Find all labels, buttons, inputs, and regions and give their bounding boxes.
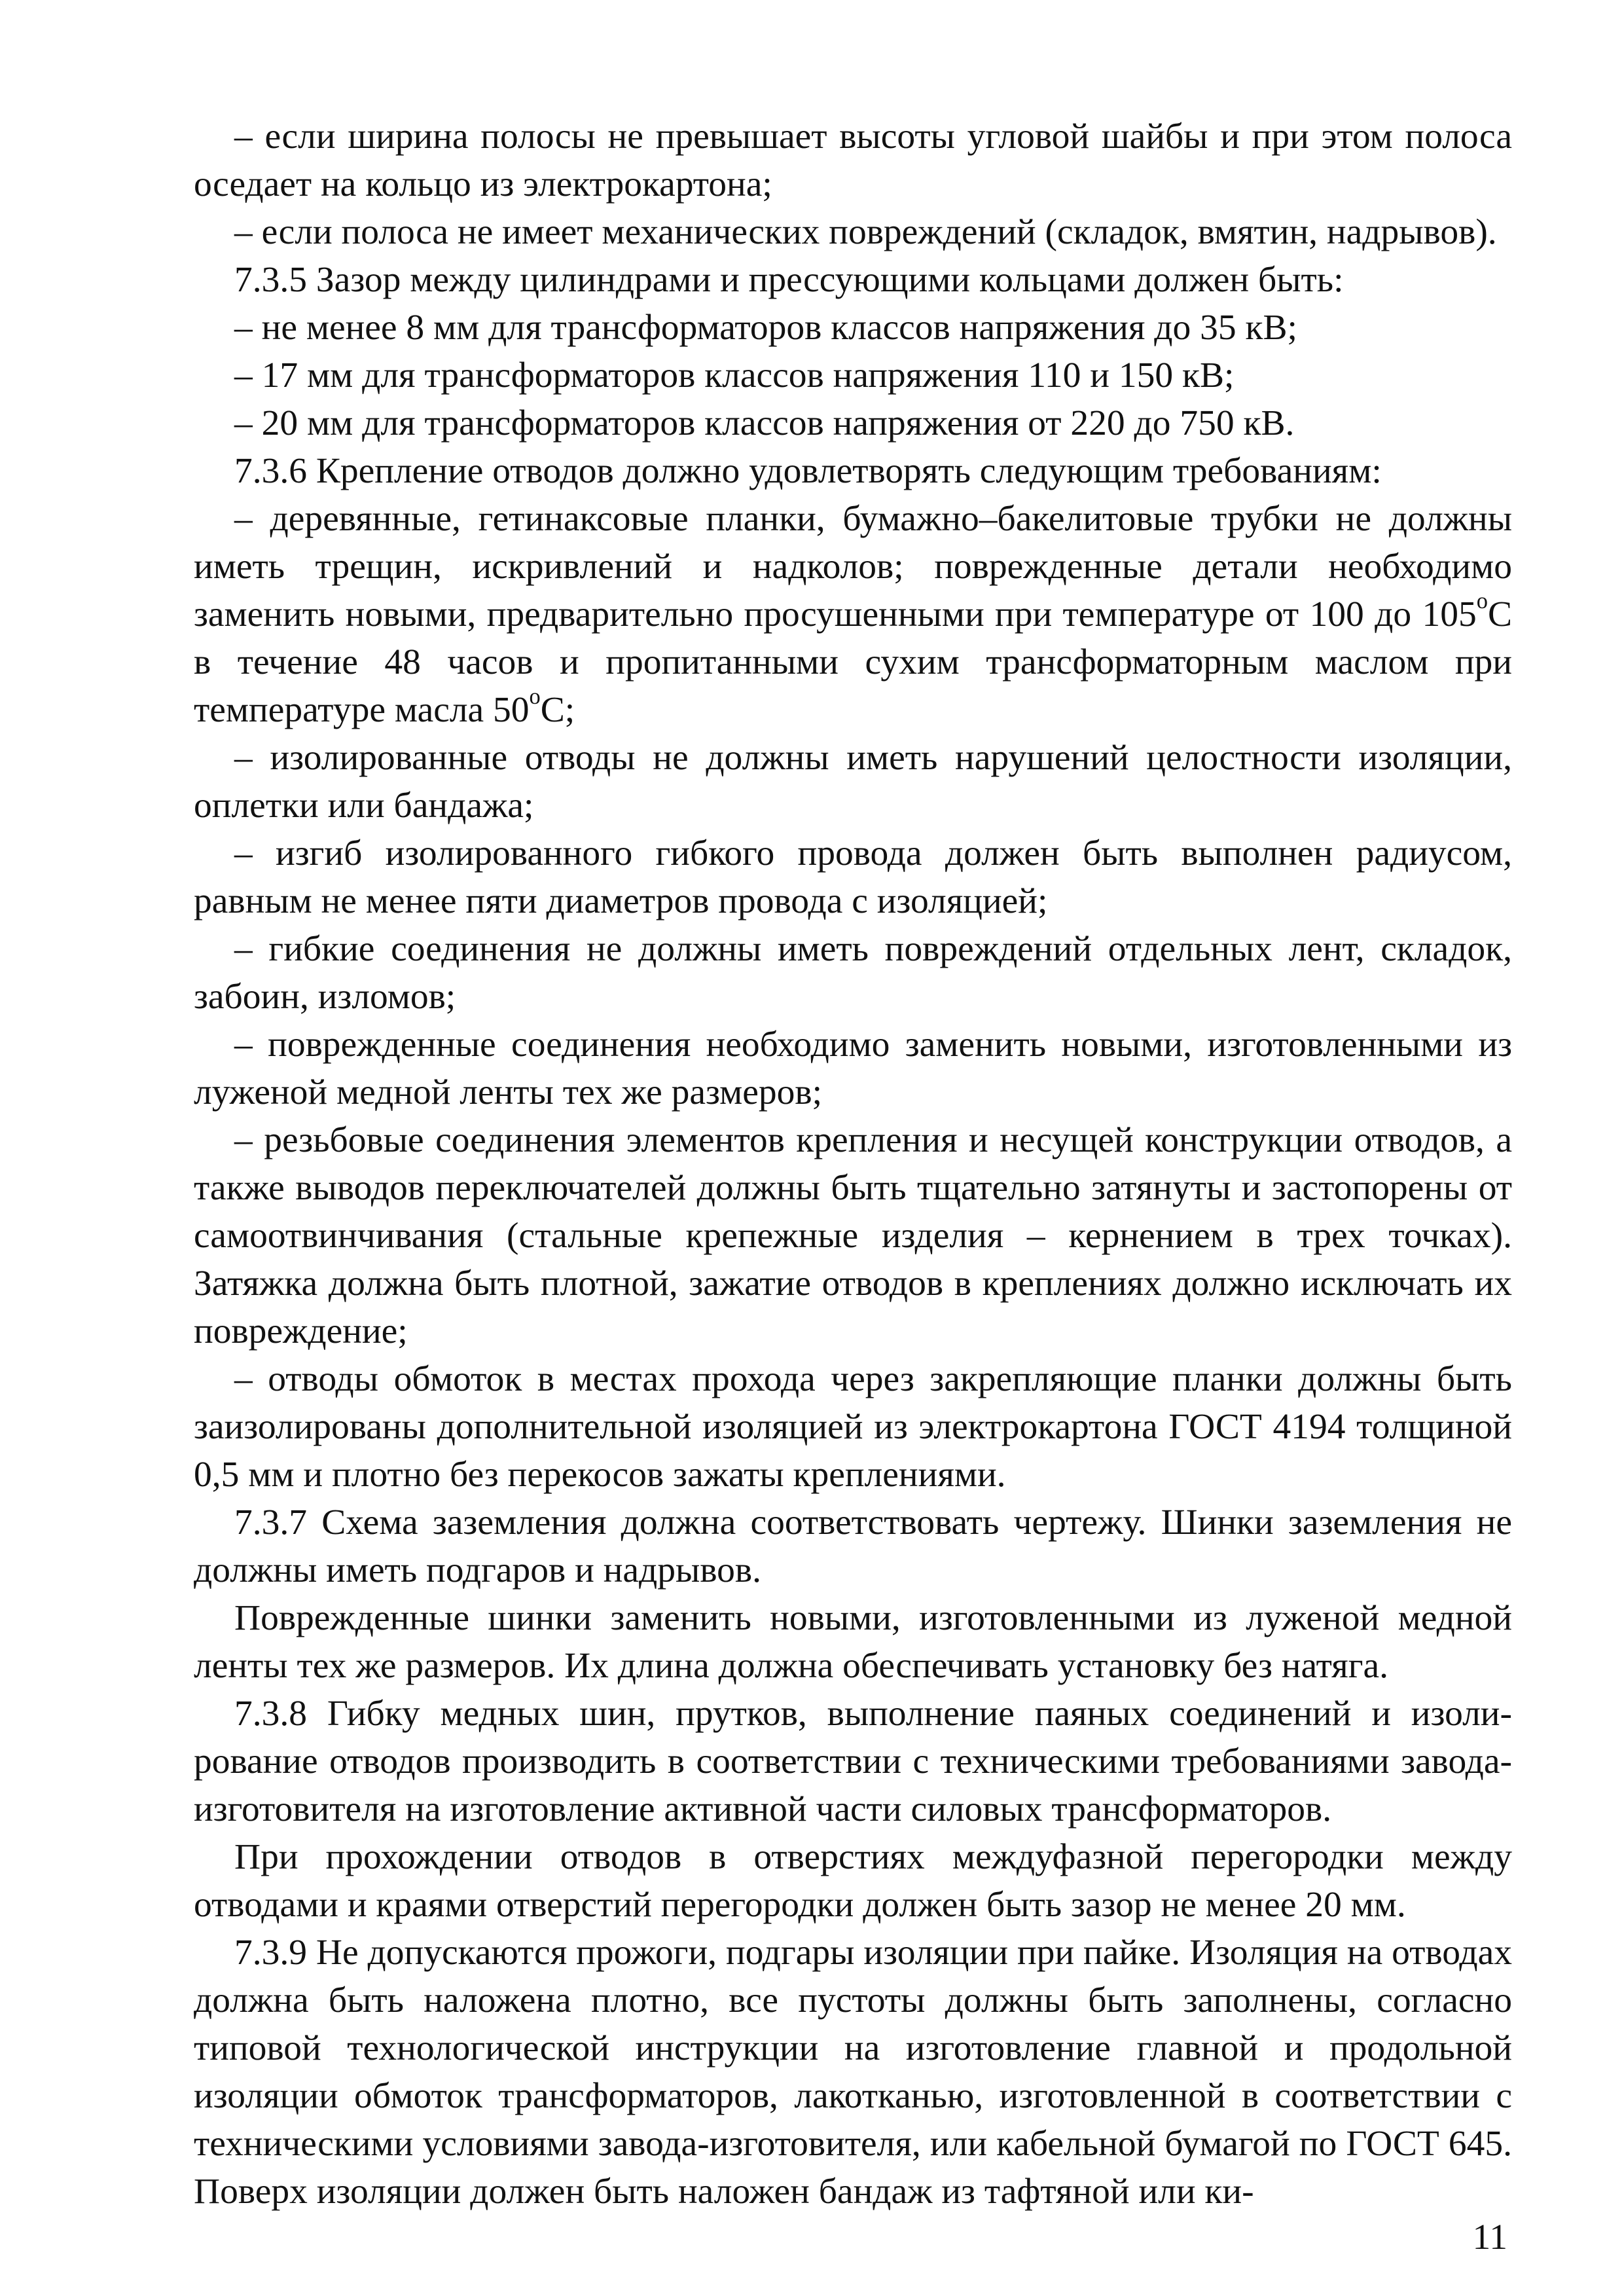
paragraph-gap-220kv: – 20 мм для трансформаторов классов напряжения от 220 до 750 кВ.	[234, 403, 1295, 443]
paragraph-strip-width: – если ширина полосы не превышает высоты угловой шайбы и при этом полоса оседает на кольцо из электрокартона;	[194, 117, 1512, 204]
paragraph-7-3-7: 7.3.7 Схема заземления должна соответствовать чертежу. Шинки заземления не должны иметь подгаров и надрывов.	[194, 1503, 1512, 1590]
paragraph-7-3-6: 7.3.6 Крепление отводов должно удовлетворять следующим требованиям:	[234, 451, 1382, 491]
paragraph-threaded-joints: – резьбовые соединения элементов крепления и несущей конструкции отводов, а также выводов переключателей должны быть тщательно затянуты и застопорены от самоотвинчивания (стальные крепежные изделия – кернением в трех точках). Затяжка должна быть плотной, зажатие отводов в креплениях должно исключать их повреждение;	[194, 1120, 1512, 1351]
wooden-planks-text-2: С в течение 48 часов и пропитанными сухим трансформаторным маслом при температуре масла 50	[194, 594, 1512, 730]
paragraph-7-3-9: 7.3.9 Не допускаются прожоги, подгары изоляции при пайке. Изоляция на отводах должна быть наложена плотно, все пустоты должны быть заполнены, согласно типовой технологической инструкции на изготовление главной и продольной изоляции обмоток трансформаторов, лакотканью, изготовленной в соответствии с техническими условиями завода-изготовителя, или кабельной бумагой по ГОСТ 645. Поверх изоляции должен быть наложен бандаж из тафтяной или ки-	[194, 1933, 1512, 2212]
wooden-planks-text-1: – деревянные, гетинаксовые планки, бумажно–бакелитовые трубки не должны иметь трещин, искривлений и надколов; поврежденные детали необходимо заменить новыми, предварительно просушенными при температуре от 100 до 105	[194, 499, 1512, 634]
degree-mark-2: o	[529, 684, 541, 710]
page-number: 11	[1472, 2217, 1507, 2257]
paragraph-winding-leads: – отводы обмоток в местах прохода через закрепляющие планки должны быть заизолированы дополнительной изоляцией из электрокартона ГОСТ 4194 толщиной 0,5 мм и плотно без перекосов зажаты креплениями.	[194, 1359, 1512, 1495]
paragraph-gap-110kv: – 17 мм для трансформаторов классов напряжения 110 и 150 кВ;	[234, 355, 1235, 395]
wooden-planks-text-3: С;	[540, 690, 575, 730]
paragraph-damaged-bars: Поврежденные шинки заменить новыми, изготовленными из луженой медной ленты тех же размеров. Их длина должна обеспечивать установку без натяга.	[194, 1598, 1512, 1686]
paragraph-bend-radius: – изгиб изолированного гибкого провода должен быть выполнен радиусом, равным не менее пяти диаметров провода с изоляцией;	[194, 833, 1512, 921]
paragraph-7-3-5: 7.3.5 Зазор между цилиндрами и прессующими кольцами должен быть:	[234, 260, 1344, 300]
body-text	[194, 113, 1512, 2215]
paragraph-insulated-leads: – изолированные отводы не должны иметь нарушений целостности изоляции, оплетки или бандажа;	[194, 738, 1512, 826]
paragraph-phase-barrier: При прохождении отводов в отверстиях междуфазной перегородки между отводами и краями отверстий перегородки должен быть зазор не менее 20 мм.	[194, 1837, 1512, 1925]
paragraph-flexible-joints: – гибкие соединения не должны иметь повреждений отдельных лент, складок, забоин, изломов;	[194, 929, 1512, 1017]
paragraph-7-3-8: 7.3.8 Гибку медных шин, прутков, выполнение паяных соединений и изолирование отводов производить в соответствии с техническими требованиями завода-изготовителя на изготовление активной части силовых трансформаторов.	[194, 1694, 1512, 1829]
degree-mark-1: o	[1476, 589, 1488, 614]
paragraph-gap-35kv: – не менее 8 мм для трансформаторов классов напряжения до 35 кВ;	[234, 308, 1297, 348]
paragraph-wooden-planks	[194, 495, 1512, 734]
paragraph-strip-damage: – если полоса не имеет механических повреждений (складок, вмятин, надрывов).	[234, 212, 1497, 252]
paragraph-damaged-joints: – поврежденные соединения необходимо заменить новыми, изготовленными из луженой медной ленты тех же размеров;	[194, 1025, 1512, 1112]
